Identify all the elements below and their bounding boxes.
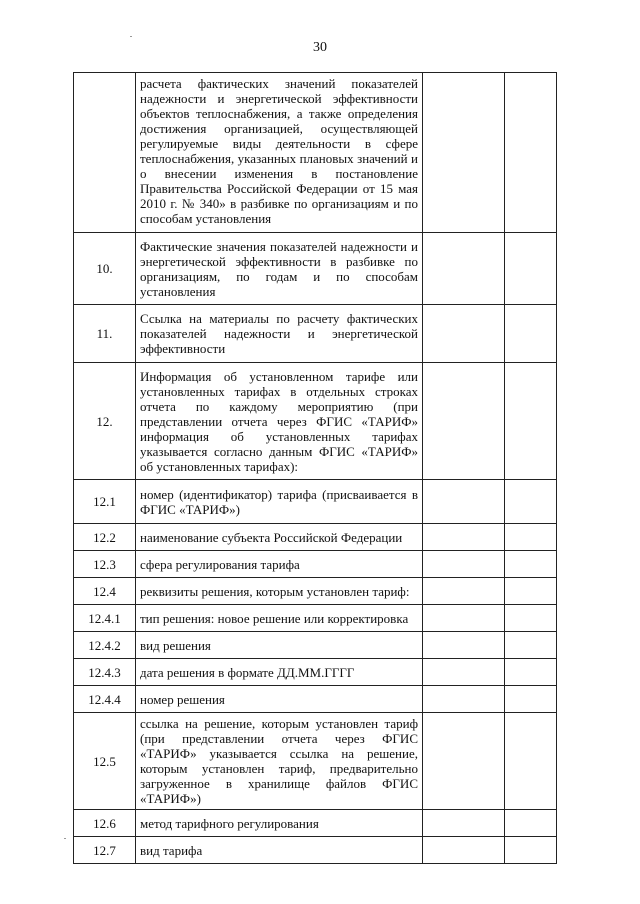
row-description: наименование субъекта Российской Федерации bbox=[136, 524, 423, 551]
note-cell bbox=[505, 480, 557, 524]
table-row bbox=[74, 233, 557, 305]
table-row bbox=[74, 686, 557, 713]
row-description: вид решения bbox=[136, 632, 423, 659]
row-number: 10. bbox=[74, 233, 136, 305]
row-description: тип решения: новое решение или корректировка bbox=[136, 605, 423, 632]
value-cell bbox=[423, 551, 505, 578]
row-number: 12.4.4 bbox=[74, 686, 136, 713]
note-cell bbox=[505, 305, 557, 363]
row-description: метод тарифного регулирования bbox=[136, 810, 423, 837]
table-row bbox=[74, 659, 557, 686]
table-row bbox=[74, 551, 557, 578]
row-number: 12.4.1 bbox=[74, 605, 136, 632]
value-cell bbox=[423, 632, 505, 659]
note-cell bbox=[505, 551, 557, 578]
row-number: 12.4.2 bbox=[74, 632, 136, 659]
table-row bbox=[74, 605, 557, 632]
note-cell bbox=[505, 73, 557, 233]
row-description: номер (идентификатор) тарифа (присваивается в ФГИС «ТАРИФ») bbox=[136, 480, 423, 524]
row-number: 12.2 bbox=[74, 524, 136, 551]
note-cell bbox=[505, 578, 557, 605]
value-cell bbox=[423, 363, 505, 480]
note-cell bbox=[505, 659, 557, 686]
row-number: 12.4.3 bbox=[74, 659, 136, 686]
row-description: дата решения в формате ДД.ММ.ГГГГ bbox=[136, 659, 423, 686]
row-number: 12.7 bbox=[74, 837, 136, 864]
row-description: Фактические значения показателей надежности и энергетической эффективности в разбивке по организациям, по годам и по способам установления bbox=[136, 233, 423, 305]
table-row bbox=[74, 480, 557, 524]
table-row bbox=[74, 837, 557, 864]
value-cell bbox=[423, 605, 505, 632]
table-row bbox=[74, 305, 557, 363]
value-cell bbox=[423, 524, 505, 551]
value-cell bbox=[423, 480, 505, 524]
value-cell bbox=[423, 837, 505, 864]
note-cell bbox=[505, 524, 557, 551]
row-number: 12.3 bbox=[74, 551, 136, 578]
value-cell bbox=[423, 305, 505, 363]
row-description: расчета фактических значений показателей надежности и энергетической эффективности объектов теплоснабжения, а также определения достижения организацией, осуществляющей регулируемые виды деятельности в сфере теплоснабжения, указанных плановых значений и о внесении изменения в постановление Правительства Российской Федерации от 15 мая 2010 г. № 340» в разбивке по организациям и по способам установления bbox=[136, 73, 423, 233]
row-description: номер решения bbox=[136, 686, 423, 713]
value-cell bbox=[423, 233, 505, 305]
table-row bbox=[74, 73, 557, 233]
note-cell bbox=[505, 605, 557, 632]
row-number: 12.1 bbox=[74, 480, 136, 524]
table-row bbox=[74, 363, 557, 480]
table-row bbox=[74, 578, 557, 605]
row-description: Информация об установленном тарифе или установленных тарифах в отдельных строках отчета по каждому мероприятию (при представлении отчета через ФГИС «ТАРИФ» информация об установленных тарифах указывается согласно данным ФГИС «ТАРИФ» об установленных тарифах): bbox=[136, 363, 423, 480]
value-cell bbox=[423, 686, 505, 713]
report-table bbox=[73, 72, 557, 864]
row-description: сфера регулирования тарифа bbox=[136, 551, 423, 578]
note-cell bbox=[505, 363, 557, 480]
scan-speck bbox=[64, 838, 66, 839]
table-row bbox=[74, 524, 557, 551]
note-cell bbox=[505, 686, 557, 713]
row-number: 12. bbox=[74, 363, 136, 480]
note-cell bbox=[505, 713, 557, 810]
row-number: 12.6 bbox=[74, 810, 136, 837]
scan-speck bbox=[130, 36, 132, 37]
row-description: вид тарифа bbox=[136, 837, 423, 864]
page-number: 30 bbox=[313, 40, 327, 55]
note-cell bbox=[505, 837, 557, 864]
table-row bbox=[74, 810, 557, 837]
row-number: 12.4 bbox=[74, 578, 136, 605]
note-cell bbox=[505, 632, 557, 659]
value-cell bbox=[423, 578, 505, 605]
table-row bbox=[74, 713, 557, 810]
row-number: 11. bbox=[74, 305, 136, 363]
row-number bbox=[74, 73, 136, 233]
value-cell bbox=[423, 659, 505, 686]
value-cell bbox=[423, 73, 505, 233]
note-cell bbox=[505, 233, 557, 305]
value-cell bbox=[423, 810, 505, 837]
note-cell bbox=[505, 810, 557, 837]
row-number: 12.5 bbox=[74, 713, 136, 810]
value-cell bbox=[423, 713, 505, 810]
row-description: ссылка на решение, которым установлен тариф (при представлении отчета через ФГИС «ТАРИФ» указывается ссылка на решение, которым установлен тариф, предварительно загруженное в хранилище файлов ФГИС «ТАРИФ») bbox=[136, 713, 423, 810]
row-description: реквизиты решения, которым установлен тариф: bbox=[136, 578, 423, 605]
table-row bbox=[74, 632, 557, 659]
row-description: Ссылка на материалы по расчету фактических показателей надежности и энергетической эффективности bbox=[136, 305, 423, 363]
